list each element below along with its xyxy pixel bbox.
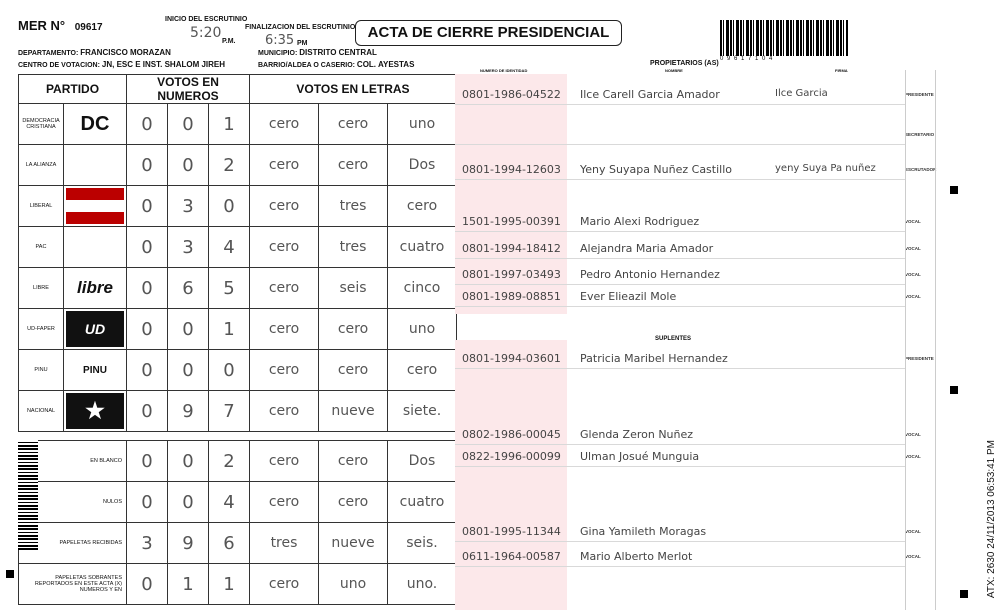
vote-digit: 9 <box>168 391 209 432</box>
vote-digit: 0 <box>127 564 168 605</box>
suplente-line <box>455 444 905 445</box>
vote-digit: 7 <box>209 391 250 432</box>
vote-word: cero <box>250 145 319 186</box>
vote-digit: 2 <box>209 441 250 482</box>
inicio-ampm: P.M. <box>222 38 236 45</box>
suplente-role: VOCAL <box>905 454 921 459</box>
vote-digit: 0 <box>127 104 168 145</box>
vote-digit: 1 <box>168 564 209 605</box>
member-firma: Ilce Garcia <box>775 88 828 99</box>
vote-digit: 4 <box>209 482 250 523</box>
vote-word: cero <box>319 309 388 350</box>
vote-word: cero <box>319 104 388 145</box>
suplente-name: Ulman Josué Munguia <box>580 450 700 463</box>
mer-label: MER N° <box>18 18 66 33</box>
party-name: LA ALIANZA <box>19 145 64 186</box>
member-role: VOCAL <box>905 219 921 224</box>
vote-digit: 3 <box>168 227 209 268</box>
member-name: Mario Alexi Rodriguez <box>580 215 700 228</box>
vote-word: Dos <box>388 145 457 186</box>
registration-mark <box>960 590 968 598</box>
vote-word: cero <box>250 104 319 145</box>
barrio: BARRIO/ALDEA O CASERIO: COL. AYESTAS <box>258 60 415 69</box>
member-id: 0801-1994-18412 <box>462 242 561 255</box>
member-firma: yeny Suya Pa nuñez <box>775 163 876 174</box>
vote-digit: 3 <box>168 186 209 227</box>
member-id: 0801-1994-12603 <box>462 163 561 176</box>
vote-word: cero <box>250 391 319 432</box>
vote-digit: 0 <box>168 145 209 186</box>
vote-digit: 1 <box>209 309 250 350</box>
vote-digit: 0 <box>127 227 168 268</box>
party-logo <box>66 188 124 224</box>
vote-digit: 0 <box>168 350 209 391</box>
member-role: VOCAL <box>905 246 921 251</box>
vote-word: cero <box>250 350 319 391</box>
vote-word: cero <box>319 482 388 523</box>
member-line <box>455 231 905 232</box>
vote-digit: 0 <box>127 186 168 227</box>
party-name: NACIONAL <box>19 391 64 432</box>
vote-word: cero <box>388 186 457 227</box>
vote-digit: 9 <box>168 523 209 564</box>
party-row <box>19 391 457 432</box>
vote-digit: 4 <box>209 227 250 268</box>
vote-word: nueve <box>319 391 388 432</box>
party-logo-cell <box>64 350 127 391</box>
vote-word: tres <box>250 523 319 564</box>
party-row <box>19 186 457 227</box>
inicio-value: 5:20 <box>190 25 222 41</box>
party-name: LIBRE <box>19 268 64 309</box>
vote-digit: 6 <box>168 268 209 309</box>
inicio-label: INICIO DEL ESCRUTINIO <box>165 16 248 23</box>
numero-id-label: NUMERO DE IDENTIDAD <box>480 68 528 73</box>
member-name: Alejandra Maria Amador <box>580 242 714 255</box>
suplente-role: VOCAL <box>905 529 921 534</box>
vote-word: cero <box>388 350 457 391</box>
departamento: DEPARTAMENTO: FRANCISCO MORAZAN <box>18 48 171 57</box>
vote-digit: 0 <box>168 104 209 145</box>
fin-label: FINALIZACION DEL ESCRUTINIO <box>245 24 356 31</box>
party-name: LIBERAL <box>19 186 64 227</box>
gap-cell <box>19 432 457 441</box>
party-row <box>19 309 457 350</box>
vote-digit: 0 <box>127 350 168 391</box>
member-role: VOCAL <box>905 272 921 277</box>
suplente-line <box>455 466 905 467</box>
vote-word: siete. <box>388 391 457 432</box>
suplente-line <box>455 368 905 369</box>
col-numeros: VOTOS EN NUMEROS <box>127 75 250 104</box>
vote-word: Dos <box>388 441 457 482</box>
vote-word: tres <box>319 227 388 268</box>
vote-word: uno <box>388 104 457 145</box>
column-divider <box>935 70 936 610</box>
extra-name: PAPELETAS SOBRANTES REPORTADOS EN ESTE ACTA (X) NUMEROS Y EN <box>19 564 127 605</box>
suplente-id: 0822-1996-00099 <box>462 450 561 463</box>
vote-digit: 0 <box>127 391 168 432</box>
suplente-name: Patricia Maribel Hernandez <box>580 352 728 365</box>
municipio: MUNICIPIO: DISTRITO CENTRAL <box>258 48 377 57</box>
vote-digit: 6 <box>209 523 250 564</box>
vote-word: cero <box>250 564 319 605</box>
vote-digit: 0 <box>127 268 168 309</box>
vote-word: cuatro <box>388 482 457 523</box>
vote-word: uno <box>319 564 388 605</box>
vote-word: cero <box>250 482 319 523</box>
col-letras: VOTOS EN LETRAS <box>250 75 457 104</box>
suplente-id: 0801-1995-11344 <box>462 525 561 538</box>
member-line <box>455 306 905 307</box>
firma-label: FIRMA <box>835 68 848 73</box>
document-title: ACTA DE CIERRE PRESIDENCIAL <box>355 20 622 46</box>
party-logo-cell <box>64 145 127 186</box>
extra-row <box>19 482 457 523</box>
vote-word: cero <box>319 145 388 186</box>
table-gap <box>19 432 457 441</box>
suplente-name: Glenda Zeron Nuñez <box>580 428 694 441</box>
party-logo: DC <box>80 112 110 135</box>
party-logo-cell <box>64 391 127 432</box>
party-logo-cell <box>64 268 127 309</box>
fin-ampm: PM <box>297 40 308 47</box>
party-logo-cell <box>64 186 127 227</box>
propietarios-label: PROPIETARIOS (AS) <box>650 60 719 67</box>
vote-digit: 0 <box>127 309 168 350</box>
member-role: SECRETARIO <box>905 132 935 137</box>
suplente-role: VOCAL <box>905 554 921 559</box>
vote-word: uno. <box>388 564 457 605</box>
suplentes-label: SUPLENTES <box>655 336 692 342</box>
member-name: Ilce Carell Garcia Amador <box>580 88 720 101</box>
vote-word: cuatro <box>388 227 457 268</box>
extra-row <box>19 564 457 605</box>
nombre-label: NOMBRE <box>665 68 683 73</box>
vote-digit: 0 <box>168 309 209 350</box>
party-name: DEMOCRACIA CRISTIANA <box>19 104 64 145</box>
vote-word: nueve <box>319 523 388 564</box>
party-row <box>19 104 457 145</box>
suplente-name: Gina Yamileth Moragas <box>580 525 707 538</box>
registration-mark <box>950 386 958 394</box>
vote-word: cero <box>250 186 319 227</box>
party-row <box>19 350 457 391</box>
party-logo-cell <box>64 227 127 268</box>
vote-digit: 0 <box>209 186 250 227</box>
member-line <box>455 104 905 105</box>
vote-digit: 0 <box>168 441 209 482</box>
member-id: 0801-1989-08851 <box>462 290 561 303</box>
member-role: PRESIDENTE <box>905 92 934 97</box>
suplente-id: 0802-1986-00045 <box>462 428 561 441</box>
party-logo <box>66 229 124 265</box>
registration-mark <box>950 186 958 194</box>
extra-row <box>19 523 457 564</box>
vote-digit: 3 <box>127 523 168 564</box>
vote-digit: 2 <box>209 145 250 186</box>
barcode-number: 0 9 6 1 7 1 0 4 <box>720 56 774 62</box>
vote-digit: 0 <box>209 350 250 391</box>
vote-word: cero <box>250 309 319 350</box>
vote-word: cero <box>319 350 388 391</box>
votes-table <box>18 74 457 605</box>
vote-digit: 1 <box>209 564 250 605</box>
member-line <box>455 284 905 285</box>
vote-digit: 0 <box>127 145 168 186</box>
suplente-line <box>455 541 905 542</box>
member-line <box>455 144 905 145</box>
col-partido: PARTIDO <box>19 75 127 104</box>
party-row <box>19 227 457 268</box>
suplente-name: Mario Alberto Merlot <box>580 550 693 563</box>
fin-value: 6:35 <box>265 33 295 48</box>
member-name: Pedro Antonio Hernandez <box>580 268 720 281</box>
member-role: VOCAL <box>905 294 921 299</box>
party-logo: ★ <box>66 393 124 429</box>
vote-digit: 1 <box>209 104 250 145</box>
vote-word: cero <box>250 441 319 482</box>
party-name: PINU <box>19 350 64 391</box>
vote-word: cinco <box>388 268 457 309</box>
extra-name: PAPELETAS RECIBIDAS <box>19 523 127 564</box>
column-divider <box>905 70 906 610</box>
party-row <box>19 145 457 186</box>
member-line <box>455 258 905 259</box>
timestamp-stamp: ATX: 2630 24/11/2013 06:53:41 PM <box>986 440 997 599</box>
registration-mark <box>6 570 14 578</box>
vote-word: cero <box>250 268 319 309</box>
member-id: 0801-1986-04522 <box>462 88 561 101</box>
party-logo: PINU <box>83 364 107 376</box>
party-logo: libre <box>77 278 113 297</box>
suplente-role: VOCAL <box>905 432 921 437</box>
party-logo <box>66 147 124 183</box>
mer-number <box>18 18 103 33</box>
vote-digit: 5 <box>209 268 250 309</box>
suplente-role: PRESIDENTE <box>905 356 934 361</box>
suplente-id: 0801-1994-03601 <box>462 352 561 365</box>
side-barcode <box>18 440 38 550</box>
extra-row <box>19 441 457 482</box>
vote-digit: 0 <box>127 482 168 523</box>
vote-digit: 0 <box>127 441 168 482</box>
extra-name: NULOS <box>19 482 127 523</box>
extra-name: EN BLANCO <box>19 441 127 482</box>
vote-word: cero <box>250 227 319 268</box>
member-name: Ever Elieazil Mole <box>580 290 677 303</box>
member-id: 0801-1997-03493 <box>462 268 561 281</box>
vote-word: seis <box>319 268 388 309</box>
suplente-id: 0611-1964-00587 <box>462 550 561 563</box>
centro-votacion: CENTRO DE VOTACION: JN, ESC E INST. SHALOM JIREH <box>18 60 226 69</box>
vote-word: tres <box>319 186 388 227</box>
member-id: 1501-1995-00391 <box>462 215 561 228</box>
vote-digit: 0 <box>168 482 209 523</box>
party-name: PAC <box>19 227 64 268</box>
vote-word: seis. <box>388 523 457 564</box>
barcode <box>720 20 848 56</box>
id-strip-bottom <box>455 340 567 610</box>
party-row <box>19 268 457 309</box>
member-role: ESCRUTADOR <box>905 167 937 172</box>
member-line <box>455 179 905 180</box>
vote-word: cero <box>319 441 388 482</box>
vote-word: uno <box>388 309 457 350</box>
party-name: UD-FAPER <box>19 309 64 350</box>
mer-value: 09617 <box>74 22 103 33</box>
party-logo: UD <box>66 311 124 347</box>
suplente-line <box>455 566 905 567</box>
member-name: Yeny Suyapa Nuñez Castillo <box>580 163 733 176</box>
party-logo-cell <box>64 104 127 145</box>
party-logo-cell <box>64 309 127 350</box>
